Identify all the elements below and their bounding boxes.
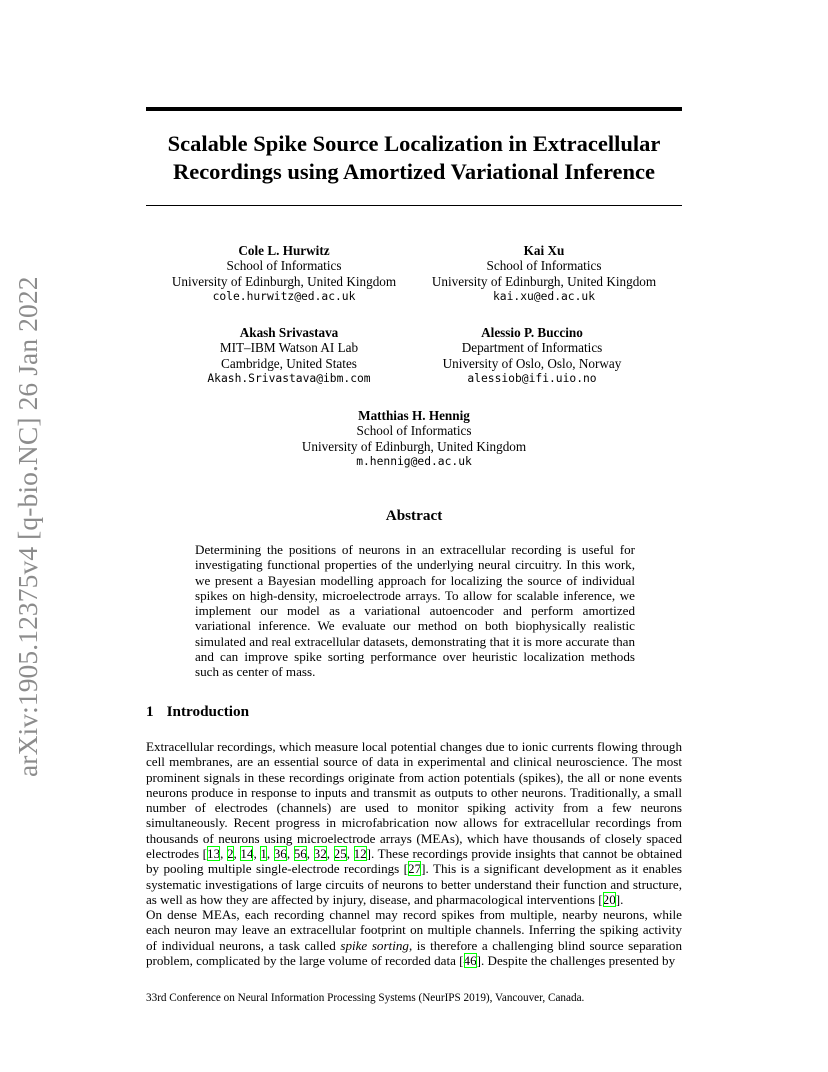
intro-paragraph-1: Extracellular recordings, which measure local potential changes due to ionic currents flowing through cell membranes, are an essential source of data in experimental and clinical neuroscience. The most prominent signals in these recordings originate from action potentials (spikes), the all or none events neurons produce in response to inputs and transmit as outputs to other neurons. Traditionally, a small number of electrodes (channels) are used to monitor spiking activity from a few neurons simultaneously. Recent progress in microfabrication now allows for extracellular recordings from thousands of neurons using microelectrode arrays (MEAs), which have thousands of closely spaced electrodes [13, 2, 14, 1, 36, 56, 32, 25, 12]. These recordings provide insights that cannot be obtained by pooling multiple single-electrode recordings [27]. This is a significant development as it enables systematic investigations of large circuits of neurons to better understand their function and structure, as well as how they are affected by injury, disease, and pharmacological interventions [20]. [146,739,682,907]
section-title: Introduction [166,703,250,720]
citation-link[interactable]: 56 [293,846,307,862]
paragraph-text: , is therefore a challenging blind source separation problem, complicated by the large volume of recorded data [ [146,937,682,968]
citation-link[interactable]: 27 [408,861,422,877]
author-affiliation: School of Informatics [356,423,472,439]
author-email[interactable]: kai.xu@ed.ac.uk [492,289,596,303]
author-email[interactable]: alessiob@ifi.uio.no [467,371,597,385]
section-number: 1 [146,703,154,720]
author-name: Alessio P. Buccino [481,325,583,340]
paragraph-text: ]. [615,891,624,907]
paragraph-text: ]. These recordings provide insights that cannot be obtained by pooling multiple single-electrode recordings [ [146,846,682,877]
author-affiliation: School of Informatics [226,258,342,274]
author-location: University of Oslo, Oslo, Norway [442,355,622,371]
title-line-1: Scalable Spike Source Localization in Extracellular [167,131,661,156]
citation-link[interactable]: 2 [226,846,234,862]
author-email[interactable]: cole.hurwitz@ed.ac.uk [212,289,356,303]
citation-link[interactable]: 1 [260,846,267,862]
citation-link[interactable]: 46 [463,952,477,968]
author-affiliation: Department of Informatics [461,340,603,356]
author-email[interactable]: m.hennig@ed.ac.uk [356,454,472,468]
author-location: University of Edinburgh, United Kingdom [301,438,527,454]
author-affiliation: School of Informatics [486,258,602,274]
author-location: University of Edinburgh, United Kingdom [431,273,657,289]
citation-link[interactable]: 13 [207,846,221,862]
paragraph-text: Extracellular recordings, which measure local potential changes due to ionic currents flowing through cell membranes, are an essential source of data in experimental and clinical neuroscience. The most prominent signals in these recordings originate from action potentials (spikes), the all or none events neurons produce in response to inputs and transmit as outputs to other neurons. Traditionally, a small number of electrodes (channels) are used to monitor spiking activity from a few neurons simultaneously. Recent progress in microfabrication now allows for extracellular recordings from thousands of neurons using microelectrode arrays (MEAs), which have thousands of closely spaced electrodes [ [146,739,682,862]
citation-link[interactable]: 20 [602,891,616,907]
author-name: Kai Xu [523,243,565,258]
section-heading [146,703,249,721]
citation-link[interactable]: 12 [353,846,367,862]
citation-link[interactable]: 14 [240,846,254,862]
citation-link[interactable]: 36 [273,846,287,862]
author-block [394,243,694,304]
paragraph-text: ]. Despite the challenges presented by [476,952,676,968]
author-name: Akash Srivastava [239,325,339,340]
title-rule-top [146,107,682,111]
author-affiliation: MIT–IBM Watson AI Lab [219,340,359,356]
paragraph-text: On dense MEAs, each recording channel may record spikes from multiple, nearby neurons, while each neuron may leave an extracellular footprint on multiple channels. Inferring the spiking activity of individual neurons, a task called [146,907,682,953]
abstract-heading: Abstract [385,507,443,524]
title-rule-bottom [146,205,682,206]
conference-footnote: 33rd Conference on Neural Information Processing Systems (NeurIPS 2019), Vancouver, Canada. [146,992,585,1004]
abstract-text: Determining the positions of neurons in an extracellular recording is useful for investigating functional properties of the underlying neural circuitry. In this work, we present a Bayesian modelling approach for localizing the source of individual spikes on high-density, microelectrode arrays. To allow for scalable inference, we implement our model as a variational autoencoder and perform amortized variational inference. We evaluate our method on both biophysically realistic simulated and real extracellular datasets, demonstrating that it is more accurate than and can improve spike sorting performance over heuristic localization methods such as center of mass. [195,542,635,680]
emphasized-term: spike sorting [340,937,409,953]
author-block [382,325,682,386]
citation-link[interactable]: 32 [313,846,327,862]
author-block [134,243,434,304]
author-location: University of Edinburgh, United Kingdom [171,273,397,289]
author-block [264,408,564,469]
citation-link[interactable]: 25 [333,846,347,862]
paragraph-text: ]. This is a significant development as it enables systematic investigations of large circuits of neurons to better understand their function and structure, as well as how they are affected by injury, disease, and pharmacological interventions [ [146,861,682,907]
paper-title [146,130,682,186]
author-email[interactable]: Akash.Srivastava@ibm.com [207,371,371,385]
author-name: Matthias H. Hennig [358,408,470,423]
title-line-2: Recordings using Amortized Variational Inference [172,159,656,184]
author-name: Cole L. Hurwitz [238,243,330,258]
arxiv-identifier: arXiv:1905.12375v4 [q-bio.NC] 26 Jan 2022 [12,276,43,777]
author-location: Cambridge, United States [221,355,357,371]
intro-paragraph-2 [146,907,682,968]
